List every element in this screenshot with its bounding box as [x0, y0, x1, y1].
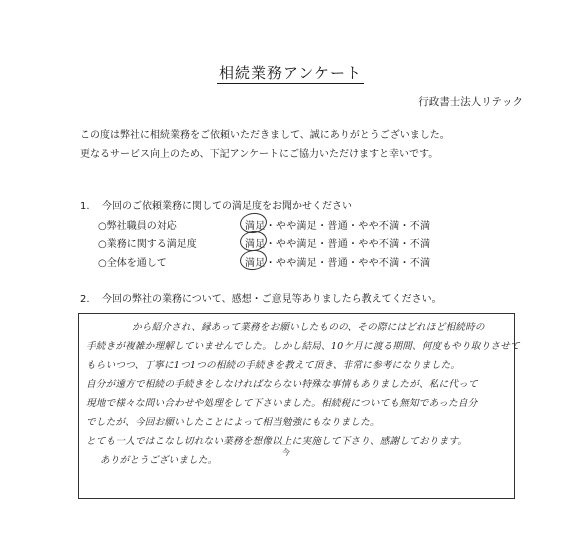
rating-scale[interactable]: 満足・やや満足・普通・やや不満・不満: [245, 217, 430, 232]
satisfaction-rows: [98, 215, 430, 271]
handwritten-answer: [86, 318, 520, 470]
answer-line: でしたが、今回お願いしたことによって相当勉強にもなりました。: [86, 417, 380, 428]
company-name: 行政書士法人リテック: [418, 96, 523, 108]
satisfaction-row-work: [98, 234, 430, 253]
question-1: [80, 197, 352, 212]
intro-text: [80, 126, 450, 164]
rating-scale[interactable]: 満足・やや満足・普通・やや不満・不満: [245, 235, 430, 250]
question-1-number: 1.: [80, 201, 90, 212]
question-1-text: 今回のご依頼業務に関しての満足度をお聞かせください: [102, 201, 352, 212]
question-2-number: 2.: [80, 294, 90, 305]
intro-line-2: 更なるサービス向上のため、下記アンケートにご協力いただけますと幸いです。: [80, 149, 439, 160]
row-label: ○業務に関する満足度: [98, 239, 197, 251]
row-label: ○全体を通して: [98, 257, 167, 269]
answer-line: もらいつつ、丁寧に1つ1つの相続の手続きを教えて頂き、非常に参考になりました。: [86, 360, 461, 371]
question-2-text: 今回の弊社の業務について、感想・ご意見等ありましたら教えてください。: [102, 294, 442, 305]
question-2: [80, 290, 442, 305]
row-label: ○弊社職員の対応: [98, 220, 177, 232]
satisfaction-row-overall: [98, 252, 430, 271]
answer-line: ありがとうございました。: [100, 455, 218, 466]
rating-scale[interactable]: 満足・やや満足・普通・やや不満・不満: [245, 254, 430, 269]
answer-line: 自分が遠方で相続の手続きをしなければならない特殊な事情もありましたが、私に代って: [86, 379, 478, 390]
answer-line: 現地で様々な問い合わせや処理をして下さいました。相続税についても無知であった自分: [86, 398, 478, 409]
satisfaction-row-staff: [98, 215, 430, 234]
insertion-mark: 今: [282, 448, 290, 457]
answer-line: とても一人ではこなし切れない業務を想像以上に実施して下さり、感謝しております。: [86, 436, 468, 447]
answer-line: 手続きが複雑か理解していませんでした。しかし結局、10ケ月に渡る期間、何度もやり取りさせて: [86, 341, 520, 352]
page-title: 相続業務アンケート: [218, 64, 363, 82]
intro-line-1: この度は弊社に相続業務をご依頼いただきまして、誠にありがとうございました。: [80, 130, 450, 141]
answer-line: から紹介され、縁あって業務をお願いしたものの、その際にはどれほど相続時の: [132, 322, 485, 333]
